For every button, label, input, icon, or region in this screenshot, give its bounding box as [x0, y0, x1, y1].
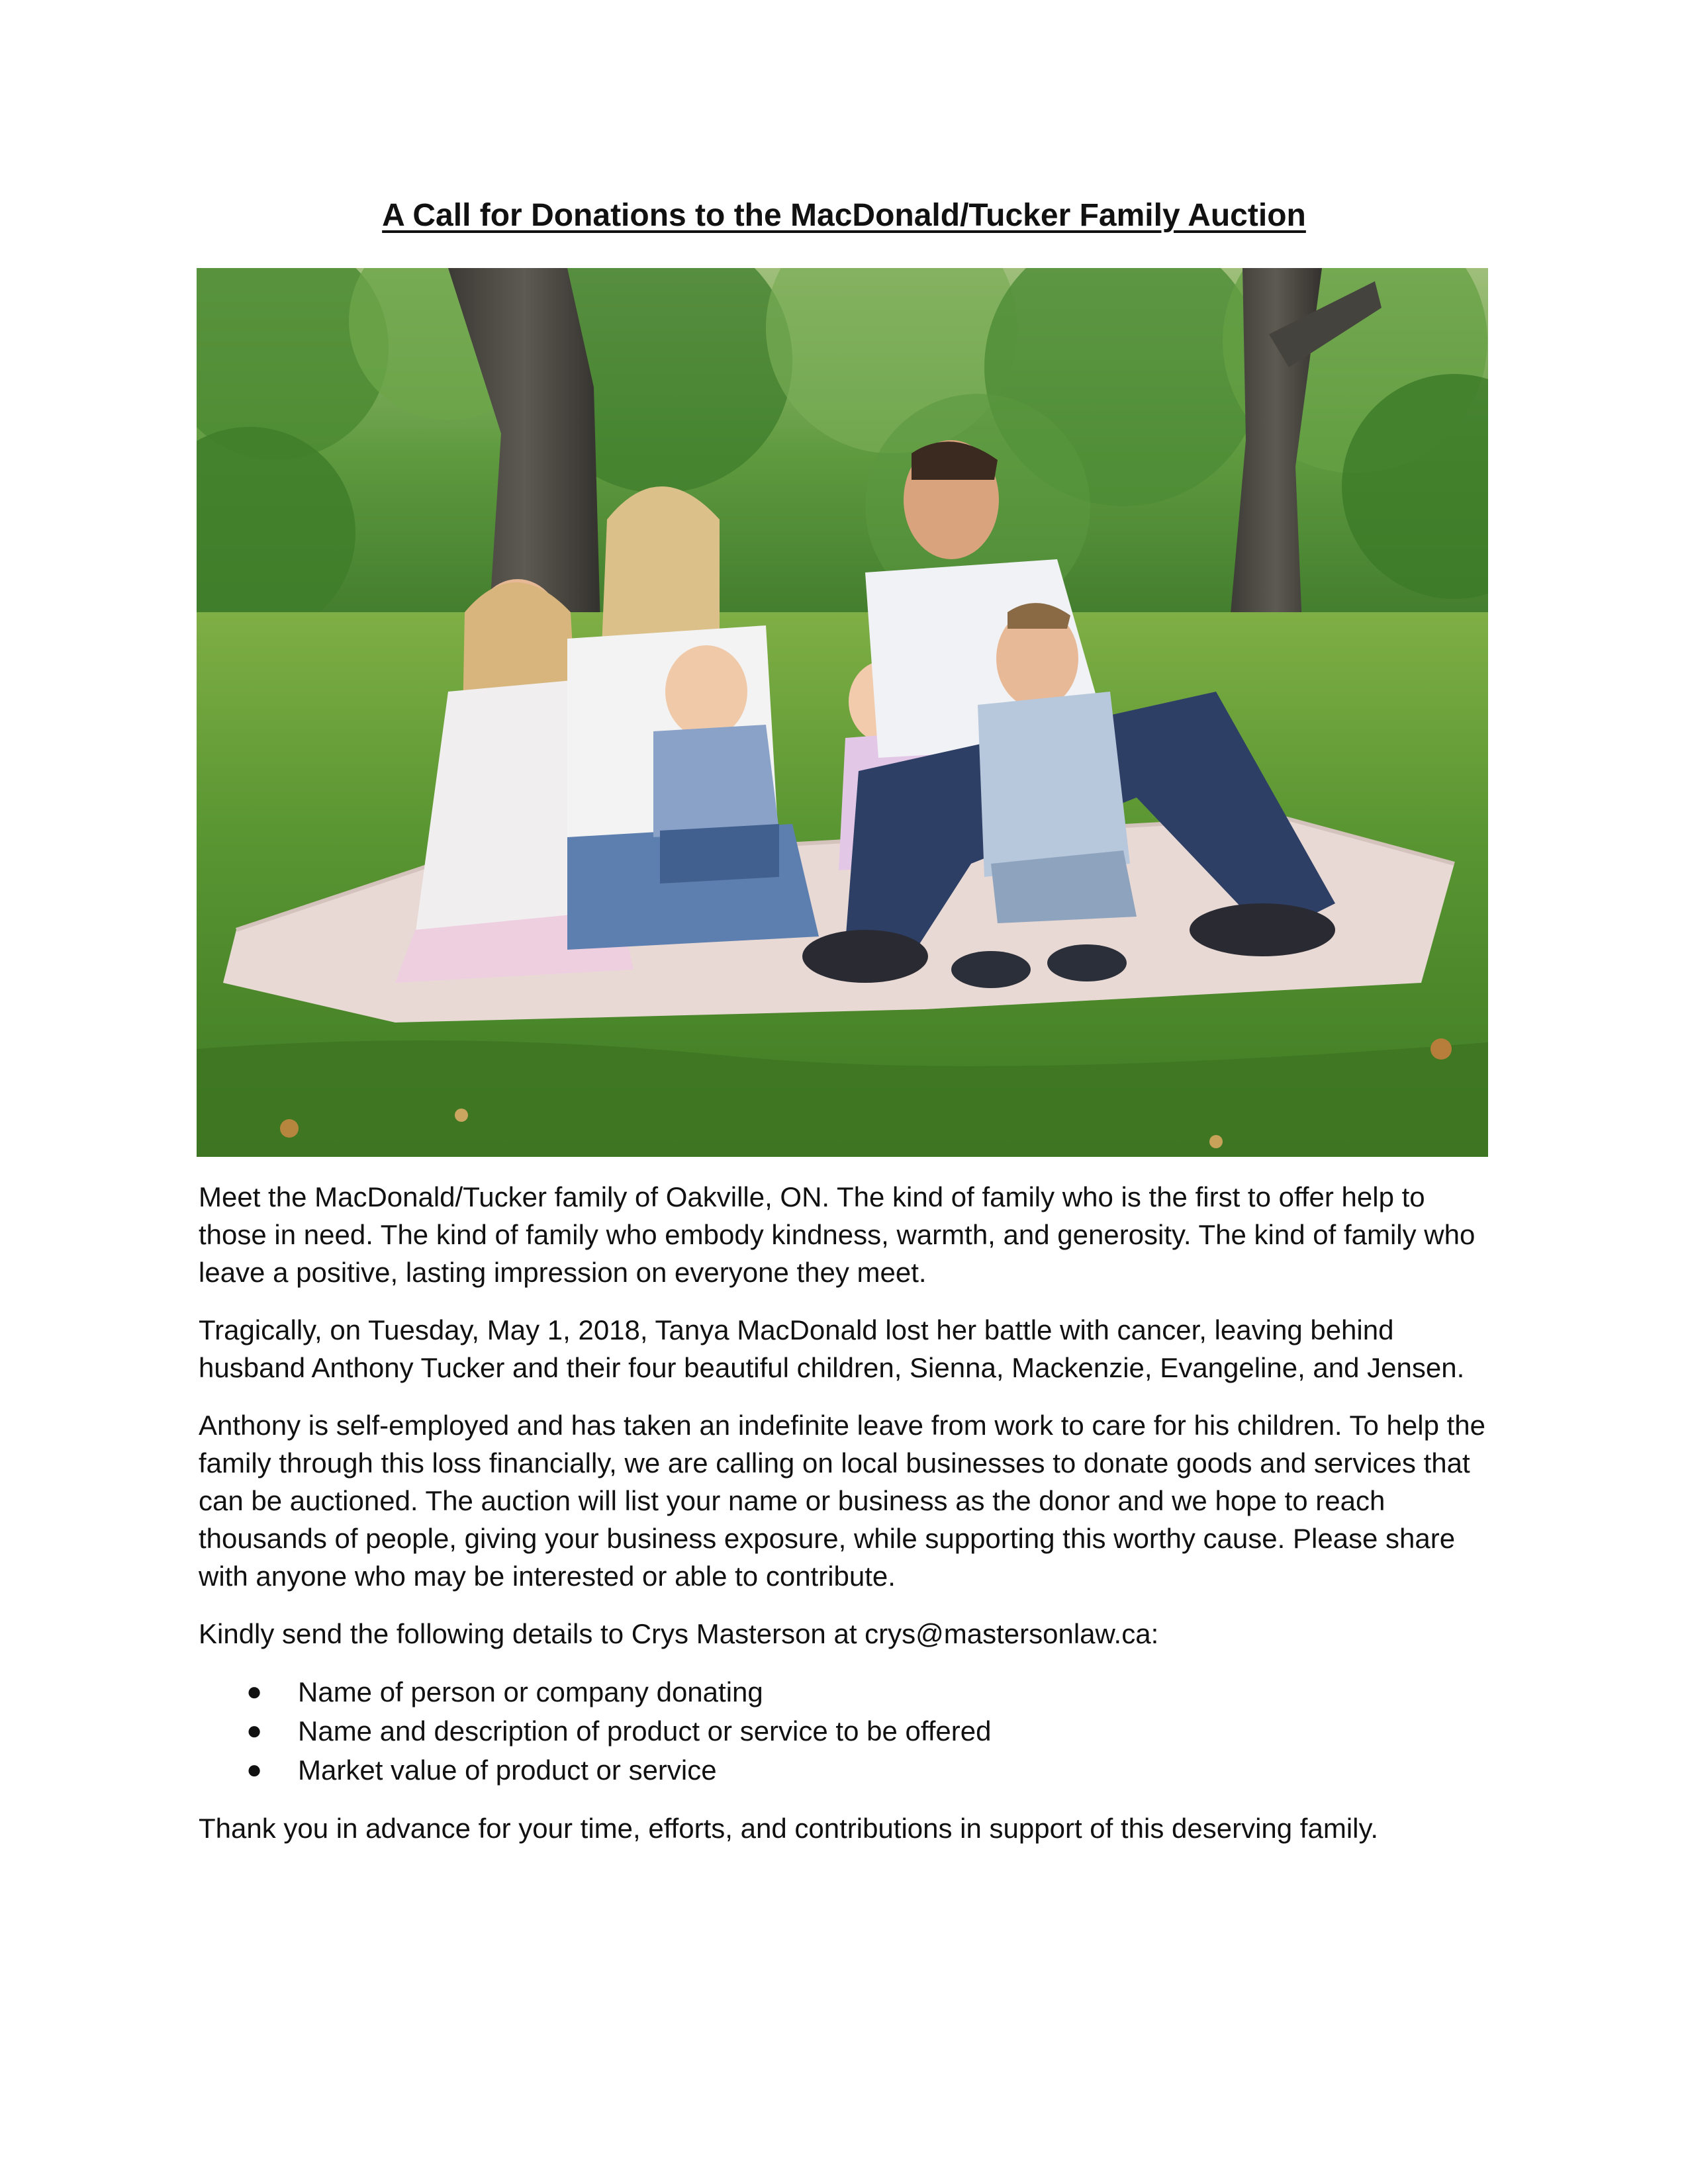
closing-paragraph: Thank you in advance for your time, efforts, and contributions in support of this deserving family.: [199, 1813, 1379, 1844]
list-item: [199, 1751, 1496, 1790]
list-item-text: Market value of product or service: [298, 1754, 717, 1786]
list-item-text: Name and description of product or service to be offered: [298, 1715, 992, 1747]
intro-paragraph: Meet the MacDonald/Tucker family of Oakville, ON. The kind of family who is the first to offer help to those in need. The kind of family who embody kindness, warmth, and generosity. The kind of family who leave a positive, lasting impression on everyone they meet.: [199, 1181, 1476, 1288]
contact-paragraph: Kindly send the following details to Crys Masterson at crys@mastersonlaw.ca:: [199, 1618, 1159, 1649]
list-item: [199, 1711, 1496, 1751]
page-title: A Call for Donations to the MacDonald/Tucker Family Auction: [382, 198, 1306, 233]
list-item: [199, 1672, 1496, 1711]
list-item-text: Name of person or company donating: [298, 1676, 763, 1707]
bullet-icon: ●: [246, 1677, 263, 1706]
family-photo: [197, 268, 1488, 1157]
bullet-icon: ●: [246, 1716, 263, 1745]
tragedy-paragraph: Tragically, on Tuesday, May 1, 2018, Tanya MacDonald lost her battle with cancer, leaving behind husband Anthony Tucker and their four beautiful children, Sienna, Mackenzie, Evangeline, and Jensen.: [199, 1314, 1465, 1383]
body-text: [199, 1178, 1496, 1867]
bullet-icon: ●: [246, 1755, 263, 1784]
details-list: [199, 1672, 1496, 1790]
family-photo-image: [197, 268, 1488, 1157]
appeal-paragraph: Anthony is self-employed and has taken an indefinite leave from work to care for his children. To help the family through this loss financially, we are calling on local businesses to donate goods and services that can be auctioned. The auction will list your name or business as the donor and we hope to reach thousands of people, giving your business exposure, while supporting this worthy cause. Please share with anyone who may be interested or able to contribute.: [199, 1410, 1485, 1592]
